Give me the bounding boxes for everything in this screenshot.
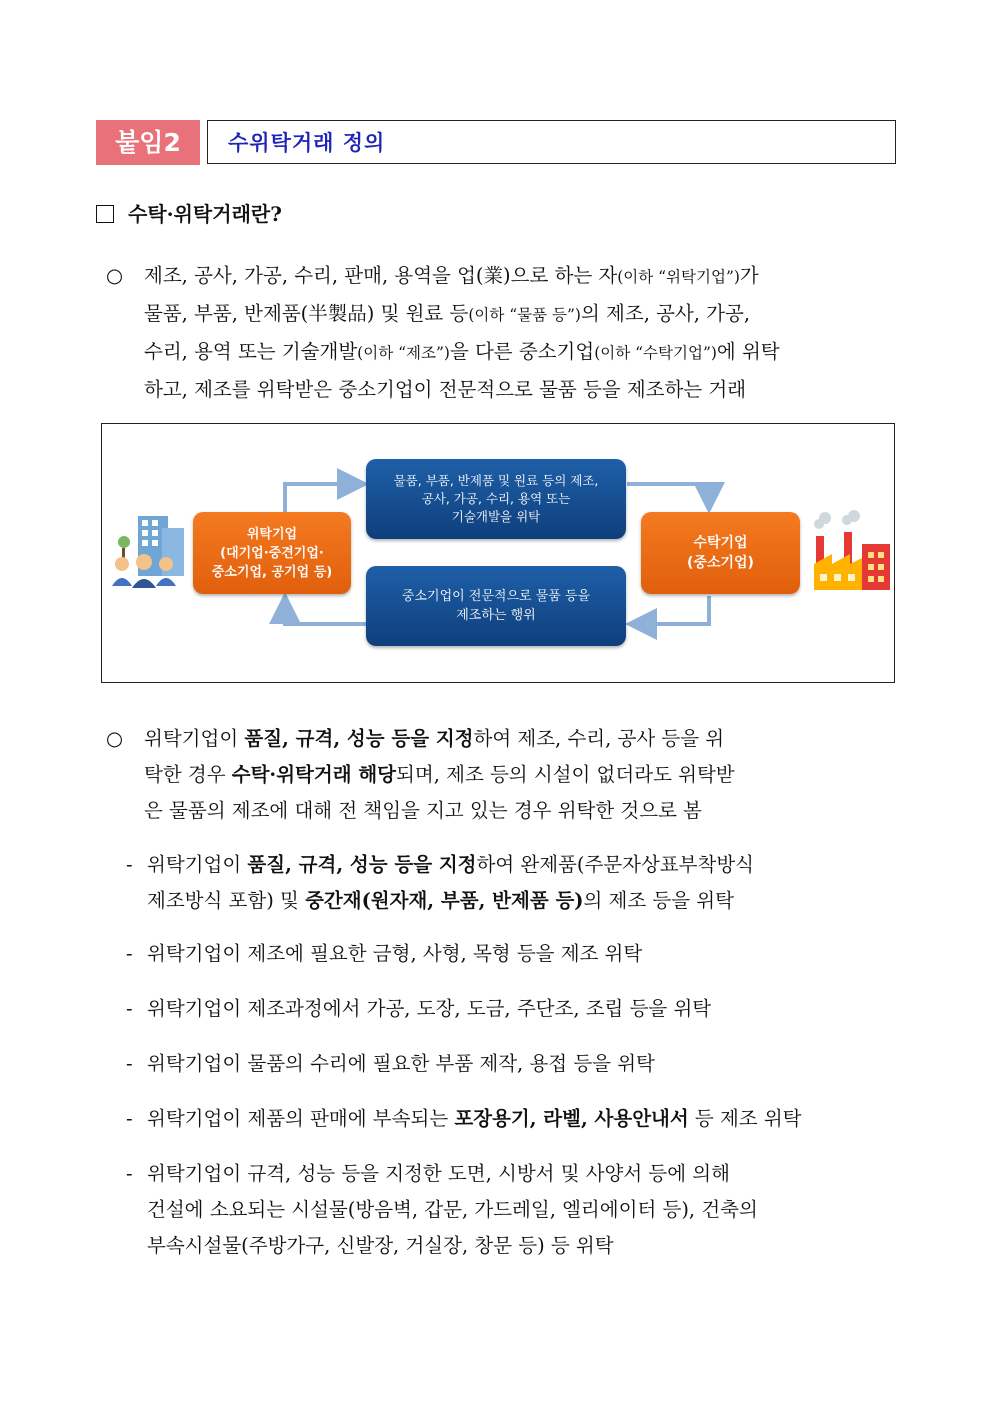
definition-line-4: 하고, 제조를 위탁받은 중소기업이 전문적으로 물품 등을 제조하는 거래: [144, 378, 747, 401]
text-small: (이하 “위탁기업”): [617, 268, 740, 286]
dash-item-molds: [126, 935, 896, 975]
circle-bullet-icon: ○: [106, 264, 124, 287]
text: 제조, 공사, 가공, 수리, 판매, 용역을 업(業)으로 하는 자: [144, 264, 618, 287]
dash-line: 부속시설물(주방가구, 신발장, 거실장, 창문 등) 등 위탁: [147, 1234, 614, 1257]
dash-line: 위탁기업이 물품의 수리에 필요한 부품 제작, 용접 등을 위탁: [147, 1052, 655, 1075]
dash-item-construction: [126, 1155, 896, 1275]
arrow-to-left-box: [285, 604, 367, 624]
circle-bullet-icon: ○: [106, 727, 124, 750]
definition-line-2: [144, 295, 896, 335]
dash-line: [147, 1100, 896, 1139]
text: 하여 완제품(주문자상표부착방식: [476, 853, 755, 876]
text-small: (이하 “제조”): [357, 344, 450, 362]
attachment-tag: 붙임2: [96, 120, 200, 165]
text: 탁한 경우: [144, 763, 232, 786]
text-small: (이하 “수탁기업”): [594, 344, 717, 362]
text: 되며, 제조 등의 시설이 없더라도 위탁받: [396, 763, 735, 786]
text: 을 다른 중소기업: [449, 340, 595, 363]
arrow-to-right-box: [627, 484, 709, 502]
text: 가: [739, 264, 759, 287]
text-bold: 품질, 규격, 성능 등을 지정: [247, 853, 477, 876]
dash-bullet: -: [126, 942, 133, 965]
dash-bullet: -: [126, 1052, 133, 1075]
text-bold: 포장용기, 라벨, 사용안내서: [454, 1107, 689, 1130]
dash-line: [147, 846, 896, 885]
text: 하여 제조, 수리, 공사 등을 위: [473, 727, 725, 750]
dash-line: 위탁기업이 제조과정에서 가공, 도장, 도금, 주단조, 조립 등을 위탁: [147, 997, 712, 1020]
text: 에 위탁: [716, 340, 780, 363]
scope-line-3: 은 물품의 제조에 대해 전 책임을 지고 있는 경우 위탁한 것으로 봄: [144, 799, 702, 822]
section-heading-text: 수탁·위탁거래란?: [128, 202, 282, 226]
consignee-company-box: 수탁기업 (중소기업): [641, 512, 800, 594]
dash-line: [147, 882, 896, 921]
text: 등 제조 위탁: [688, 1107, 802, 1130]
dash-item-finished-goods: [126, 846, 896, 922]
dash-bullet: -: [126, 1162, 133, 1185]
scope-line-2: [144, 756, 896, 795]
text-bold: 품질, 규격, 성능 등을 지정: [244, 727, 474, 750]
consignment-work-box: 물품, 부품, 반제품 및 원료 등의 제조, 공사, 가공, 수리, 용역 또는 기술개발을 위탁: [366, 459, 626, 539]
text: 위탁기업이 제품의 판매에 부속되는: [147, 1107, 455, 1130]
dash-item-processing: [126, 990, 896, 1030]
arrow-to-top-box: [285, 484, 357, 512]
definition-line-1: [144, 257, 896, 297]
text-bold: 중간재(원자재, 부품, 반제품 등): [305, 889, 584, 912]
dash-line: 위탁기업이 제조에 필요한 금형, 사형, 목형 등을 제조 위탁: [147, 942, 643, 965]
dash-item-repair-parts: [126, 1045, 896, 1085]
text: 위탁기업이: [147, 853, 248, 876]
text: 위탁기업이: [144, 727, 245, 750]
text-bold: 수탁·위탁거래 해당: [231, 763, 397, 786]
arrow-to-bottom-box: [637, 596, 709, 624]
scope-paragraph: [106, 720, 896, 840]
transaction-diagram: [101, 423, 895, 683]
dash-line: 위탁기업이 규격, 성능 등을 지정한 도면, 시방서 및 사양서 등에 의해: [147, 1162, 730, 1185]
text: 제조방식 포함) 및: [147, 889, 306, 912]
definition-line-3: [144, 333, 896, 373]
section-heading: [96, 197, 282, 231]
checkbox-square-icon: [96, 205, 114, 223]
dash-bullet: -: [126, 997, 133, 1020]
factory-icon: [814, 510, 890, 590]
scope-line-1: [144, 720, 896, 759]
page-title: 수위탁거래 정의: [207, 120, 896, 164]
definition-paragraph: [106, 257, 896, 417]
text: 의 제조, 공사, 가공,: [580, 302, 751, 325]
text: 수리, 용역 또는 기술개발: [144, 340, 358, 363]
dash-bullet: -: [126, 1107, 133, 1130]
dash-item-packaging: [126, 1100, 896, 1140]
office-building-people-icon: [112, 516, 184, 588]
text-small: (이하 “물품 등”): [468, 306, 581, 324]
dash-bullet: -: [126, 853, 133, 876]
consignor-company-box: 위탁기업 (대기업·중견기업· 중소기업, 공기업 등): [193, 512, 351, 594]
manufacturing-act-box: 중소기업이 전문적으로 물품 등을 제조하는 행위: [366, 566, 626, 646]
dash-line: 건설에 소요되는 시설물(방음벽, 갑문, 가드레일, 엘리에이터 등), 건축의: [147, 1198, 758, 1221]
text: 물품, 부품, 반제품(半製品) 및 원료 등: [144, 302, 469, 325]
text: 의 제조 등을 위탁: [583, 889, 734, 912]
